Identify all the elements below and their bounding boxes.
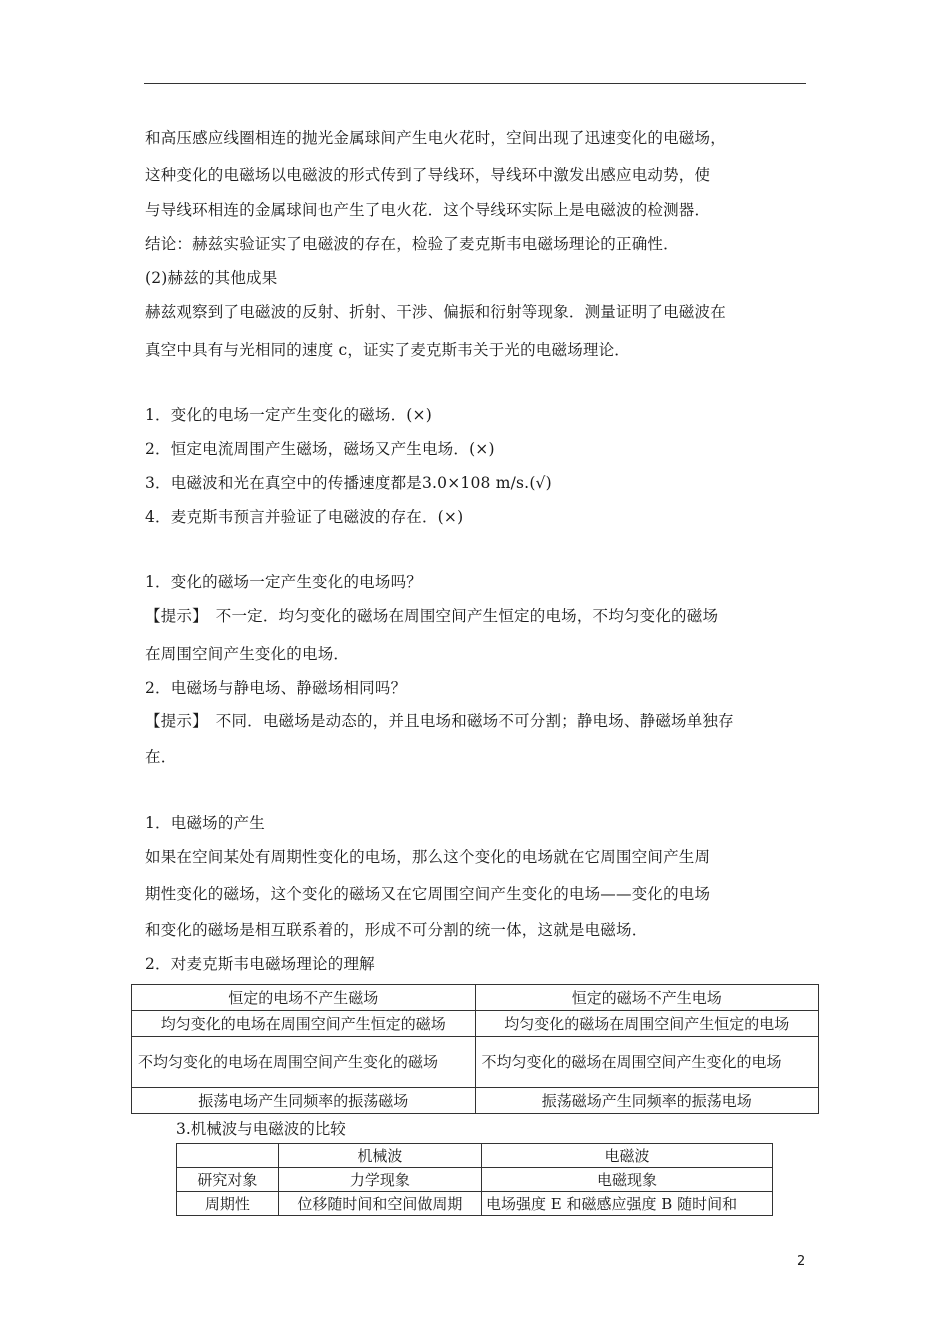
table-cell: 周期性 — [177, 1192, 279, 1216]
table-cell: 不均匀变化的电场在周围空间产生变化的磁场 — [132, 1037, 476, 1088]
judgment-item: 2．恒定电流周围产生磁场，磁场又产生电场．(×) — [145, 440, 495, 458]
paragraph-line: 真空中具有与光相同的速度 c，证实了麦克斯韦关于光的电磁场理论． — [145, 341, 631, 359]
paragraph-line: 这种变化的电磁场以电磁波的形式传到了导线环，导线环中激发出感应电动势，使 — [145, 166, 711, 184]
table-cell: 不均匀变化的磁场在周围空间产生变化的电场 — [475, 1037, 819, 1088]
section-line: 如果在空间某处有周期性变化的电场，那么这个变化的电场就在它周围空间产生周 — [145, 848, 711, 866]
question-2: 2．电磁场与静电场、静磁场相同吗？ — [145, 679, 407, 697]
table-cell: 电场强度 E 和磁感应强度 B 随时间和 — [482, 1192, 773, 1216]
answer-2-line: 在． — [145, 748, 177, 766]
table-cell: 恒定的电场不产生磁场 — [132, 985, 476, 1011]
judgment-item: 4．麦克斯韦预言并验证了电磁波的存在．(×) — [145, 508, 464, 526]
paragraph-line: 与导线环相连的金属球间也产生了电火花．这个导线环实际上是电磁波的检测器． — [145, 201, 711, 219]
section-line: 和变化的磁场是相互联系着的，形成不可分割的统一体，这就是电磁场． — [145, 921, 648, 939]
table-cell: 研究对象 — [177, 1168, 279, 1192]
table-cell: 力学现象 — [278, 1168, 481, 1192]
section-title: 1．电磁场的产生 — [145, 814, 265, 832]
judgment-item: 3．电磁波和光在真空中的传播速度都是3.0×108 m/s.(√) — [145, 474, 552, 492]
answer-1-line: 在周围空间产生变化的电场． — [145, 645, 350, 663]
table-row — [132, 1037, 819, 1088]
table-header-row — [177, 1144, 773, 1168]
page-number: 2 — [797, 1254, 806, 1269]
answer-2-line: 【提示】 不同．电磁场是动态的，并且电场和磁场不可分割；静电场、静磁场单独存 — [145, 712, 734, 730]
table-header-cell: 机械波 — [278, 1144, 481, 1168]
conclusion-line: 结论：赫兹实验证实了电磁波的存在，检验了麦克斯韦电磁场理论的正确性． — [145, 235, 679, 253]
wave-comparison-table — [176, 1143, 773, 1216]
table-cell: 电磁现象 — [482, 1168, 773, 1192]
table-cell: 位移随时间和空间做周期 — [278, 1192, 481, 1216]
table-header-cell: 电磁波 — [482, 1144, 773, 1168]
table-row — [177, 1168, 773, 1192]
subsection-heading: (2)赫兹的其他成果 — [145, 269, 278, 287]
table-caption: 3.机械波与电磁波的比较 — [176, 1120, 346, 1138]
judgment-item: 1．变化的电场一定产生变化的磁场．(×) — [145, 406, 432, 424]
table-cell: 恒定的磁场不产生电场 — [475, 985, 819, 1011]
header-rule — [144, 83, 806, 84]
table-row — [132, 985, 819, 1011]
maxwell-theory-table — [131, 984, 819, 1114]
table-cell: 振荡磁场产生同频率的振荡电场 — [475, 1088, 819, 1114]
table-cell: 均匀变化的磁场在周围空间产生恒定的电场 — [475, 1011, 819, 1037]
answer-1-line: 【提示】 不一定．均匀变化的磁场在周围空间产生恒定的电场，不均匀变化的磁场 — [145, 607, 719, 625]
table-cell: 振荡电场产生同频率的振荡磁场 — [132, 1088, 476, 1114]
section-line: 期性变化的磁场，这个变化的磁场又在它周围空间产生变化的电场——变化的电场 — [145, 885, 711, 903]
table-header-cell — [177, 1144, 279, 1168]
paragraph-line: 赫兹观察到了电磁波的反射、折射、干涉、偏振和衍射等现象．测量证明了电磁波在 — [145, 303, 726, 321]
table-cell: 均匀变化的电场在周围空间产生恒定的磁场 — [132, 1011, 476, 1037]
section-title: 2．对麦克斯韦电磁场理论的理解 — [145, 955, 375, 973]
table-row — [132, 1088, 819, 1114]
table-row — [177, 1192, 773, 1216]
question-1: 1．变化的磁场一定产生变化的电场吗？ — [145, 573, 422, 591]
table-row — [132, 1011, 819, 1037]
paragraph-line: 和高压感应线圈相连的抛光金属球间产生电火花时，空间出现了迅速变化的电磁场， — [145, 129, 726, 147]
